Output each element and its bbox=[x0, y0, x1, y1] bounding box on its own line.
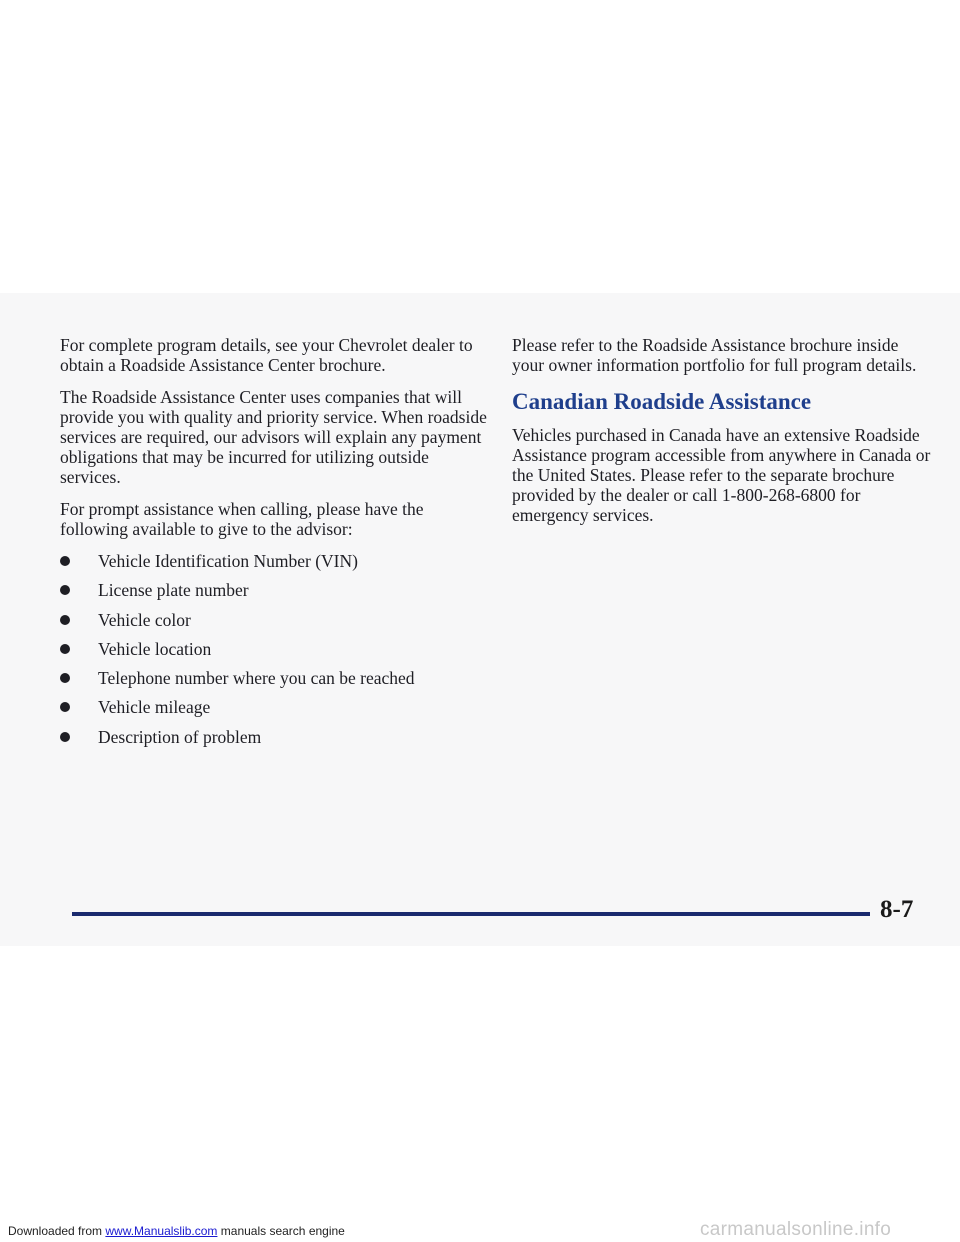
bullet-icon bbox=[60, 732, 70, 742]
footer-rule bbox=[72, 912, 870, 916]
list-item: Telephone number where you can be reached bbox=[60, 668, 490, 697]
footer-prefix: Downloaded from bbox=[8, 1224, 106, 1238]
list-item: License plate number bbox=[60, 580, 490, 609]
footer-suffix: manuals search engine bbox=[217, 1224, 345, 1238]
paragraph-canada-program: Vehicles purchased in Canada have an extensive Roadside Assistance program accessible from anywhere in Canada or the United States. Please refer to the separate brochure provided by the dealer or call 1-800-268-6800 for emergency services. bbox=[512, 425, 931, 525]
bullet-icon bbox=[60, 556, 70, 566]
watermark: carmanualsonline.info bbox=[700, 1219, 892, 1240]
paragraph-brochure-refer: Please refer to the Roadside Assistance brochure inside your owner information portfolio for full program details. bbox=[512, 335, 917, 375]
paragraph-program-details: For complete program details, see your Chevrolet dealer to obtain a Roadside Assistance Center brochure. bbox=[60, 335, 473, 375]
bullet-icon bbox=[60, 615, 70, 625]
list-item: Vehicle mileage bbox=[60, 697, 490, 726]
paragraph-prompt-assistance: For prompt assistance when calling, please have the following available to give to the advisor: bbox=[60, 499, 424, 539]
download-footer bbox=[8, 1224, 345, 1238]
right-column bbox=[512, 335, 932, 537]
bullet-icon bbox=[60, 644, 70, 654]
bullet-icon bbox=[60, 702, 70, 712]
list-item: Vehicle location bbox=[60, 639, 490, 668]
bullet-icon bbox=[60, 585, 70, 595]
page-number: 8-7 bbox=[880, 896, 914, 923]
list-item: Vehicle color bbox=[60, 610, 490, 639]
section-heading: Canadian Roadside Assistance bbox=[512, 389, 812, 414]
left-column bbox=[60, 335, 490, 756]
advisor-info-list bbox=[60, 551, 490, 756]
list-item: Vehicle Identification Number (VIN) bbox=[60, 551, 490, 580]
paragraph-assistance-center: The Roadside Assistance Center uses companies that will provide you with quality and priority service. When roadside services are required, our advisors will explain any payment obligations that may be incurred for utilizing outside services. bbox=[60, 387, 487, 487]
bullet-icon bbox=[60, 673, 70, 683]
list-item: Description of problem bbox=[60, 727, 490, 756]
manualslib-link[interactable]: www.Manualslib.com bbox=[105, 1224, 218, 1238]
